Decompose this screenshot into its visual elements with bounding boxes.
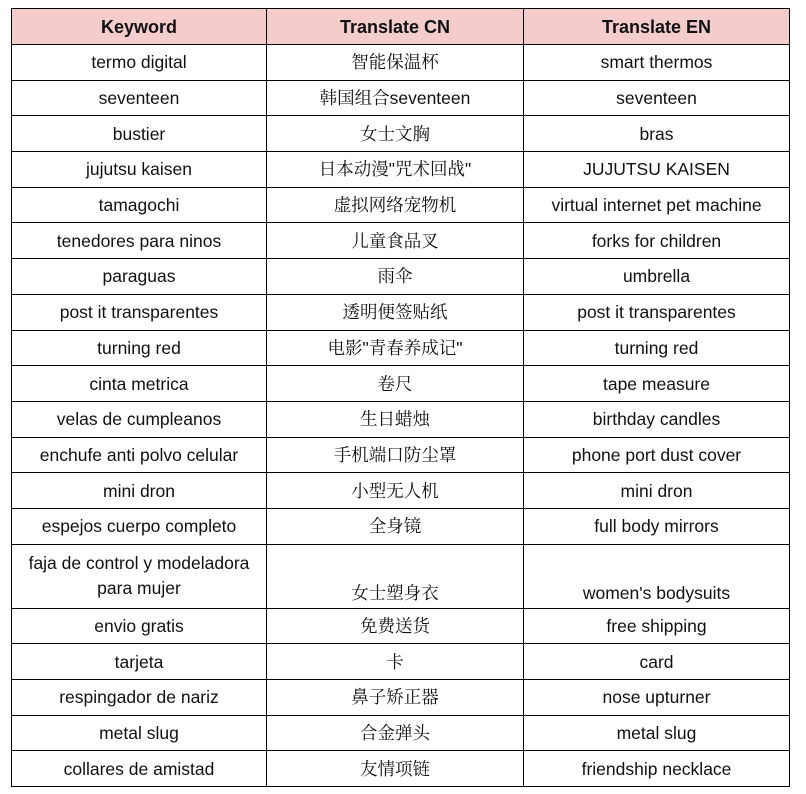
table-row <box>12 116 790 152</box>
table-row <box>12 152 790 188</box>
translate-cn-cell: 手机端口防尘罩 <box>267 437 524 473</box>
keyword-cell: mini dron <box>12 473 267 509</box>
keyword-cell: tenedores para ninos <box>12 223 267 259</box>
table-row <box>12 508 790 544</box>
translate-cn-cell: 合金弹头 <box>267 715 524 751</box>
header-row <box>12 9 790 45</box>
translate-cn-cell: 透明便签贴纸 <box>267 294 524 330</box>
keyword-cell: respingador de nariz <box>12 680 267 716</box>
translate-en-cell: seventeen <box>524 80 790 116</box>
translate-cn-cell: 女士塑身衣 <box>267 544 524 608</box>
keyword-translation-table <box>11 8 790 787</box>
table-row <box>12 294 790 330</box>
translate-en-cell: card <box>524 644 790 680</box>
translate-cn-cell: 鼻子矫正器 <box>267 680 524 716</box>
keyword-cell: espejos cuerpo completo <box>12 508 267 544</box>
table-row <box>12 187 790 223</box>
keyword-cell: velas de cumpleanos <box>12 401 267 437</box>
keyword-cell: tarjeta <box>12 644 267 680</box>
keyword-cell: turning red <box>12 330 267 366</box>
table-row <box>12 644 790 680</box>
translate-cn-cell: 虚拟网络宠物机 <box>267 187 524 223</box>
translate-cn-cell: 雨伞 <box>267 259 524 295</box>
translate-cn-cell: 卡 <box>267 644 524 680</box>
table-row <box>12 715 790 751</box>
translate-cn-cell: 女士文胸 <box>267 116 524 152</box>
translate-en-cell: phone port dust cover <box>524 437 790 473</box>
keyword-cell: jujutsu kaisen <box>12 152 267 188</box>
keyword-cell: faja de control y modeladora para mujer <box>12 544 267 608</box>
translate-en-cell: virtual internet pet machine <box>524 187 790 223</box>
table-row <box>12 259 790 295</box>
translate-en-cell: full body mirrors <box>524 508 790 544</box>
translate-en-cell: free shipping <box>524 608 790 644</box>
translate-cn-cell: 全身镜 <box>267 508 524 544</box>
translate-cn-cell: 友情项链 <box>267 751 524 787</box>
translate-cn-cell: 儿童食品叉 <box>267 223 524 259</box>
translate-cn-cell: 免费送货 <box>267 608 524 644</box>
keyword-cell: collares de amistad <box>12 751 267 787</box>
table-row <box>12 608 790 644</box>
translate-en-cell: tape measure <box>524 366 790 402</box>
table-row <box>12 680 790 716</box>
keyword-cell: termo digital <box>12 45 267 81</box>
keyword-cell: seventeen <box>12 80 267 116</box>
header-keyword: Keyword <box>12 9 267 45</box>
translate-en-cell: metal slug <box>524 715 790 751</box>
table-row <box>12 330 790 366</box>
keyword-cell: paraguas <box>12 259 267 295</box>
translate-en-cell: mini dron <box>524 473 790 509</box>
translate-cn-cell: 卷尺 <box>267 366 524 402</box>
keyword-cell: enchufe anti polvo celular <box>12 437 267 473</box>
translate-en-cell: nose upturner <box>524 680 790 716</box>
translate-cn-cell: 智能保温杯 <box>267 45 524 81</box>
table-row <box>12 80 790 116</box>
translate-en-cell: umbrella <box>524 259 790 295</box>
table-row <box>12 401 790 437</box>
header-translate-en: Translate EN <box>524 9 790 45</box>
table-row <box>12 366 790 402</box>
translate-cn-cell: 小型无人机 <box>267 473 524 509</box>
translate-en-cell: women's bodysuits <box>524 544 790 608</box>
keyword-cell: post it transparentes <box>12 294 267 330</box>
translate-en-cell: friendship necklace <box>524 751 790 787</box>
header-translate-cn: Translate CN <box>267 9 524 45</box>
keyword-cell: tamagochi <box>12 187 267 223</box>
translate-cn-cell: 生日蜡烛 <box>267 401 524 437</box>
translate-en-cell: post it transparentes <box>524 294 790 330</box>
keyword-cell: bustier <box>12 116 267 152</box>
translate-en-cell: smart thermos <box>524 45 790 81</box>
translate-en-cell: birthday candles <box>524 401 790 437</box>
keyword-cell: metal slug <box>12 715 267 751</box>
translate-en-cell: bras <box>524 116 790 152</box>
translate-en-cell: forks for children <box>524 223 790 259</box>
table-row <box>12 751 790 787</box>
translate-cn-cell: 电影"青春养成记" <box>267 330 524 366</box>
table-row <box>12 473 790 509</box>
translate-en-cell: turning red <box>524 330 790 366</box>
table-row <box>12 437 790 473</box>
translate-cn-cell: 日本动漫"咒术回战" <box>267 152 524 188</box>
translate-cn-cell: 韩国组合seventeen <box>267 80 524 116</box>
keyword-cell: envio gratis <box>12 608 267 644</box>
table-row <box>12 544 790 608</box>
translate-en-cell: JUJUTSU KAISEN <box>524 152 790 188</box>
table-row <box>12 223 790 259</box>
keyword-cell: cinta metrica <box>12 366 267 402</box>
table-row <box>12 45 790 81</box>
